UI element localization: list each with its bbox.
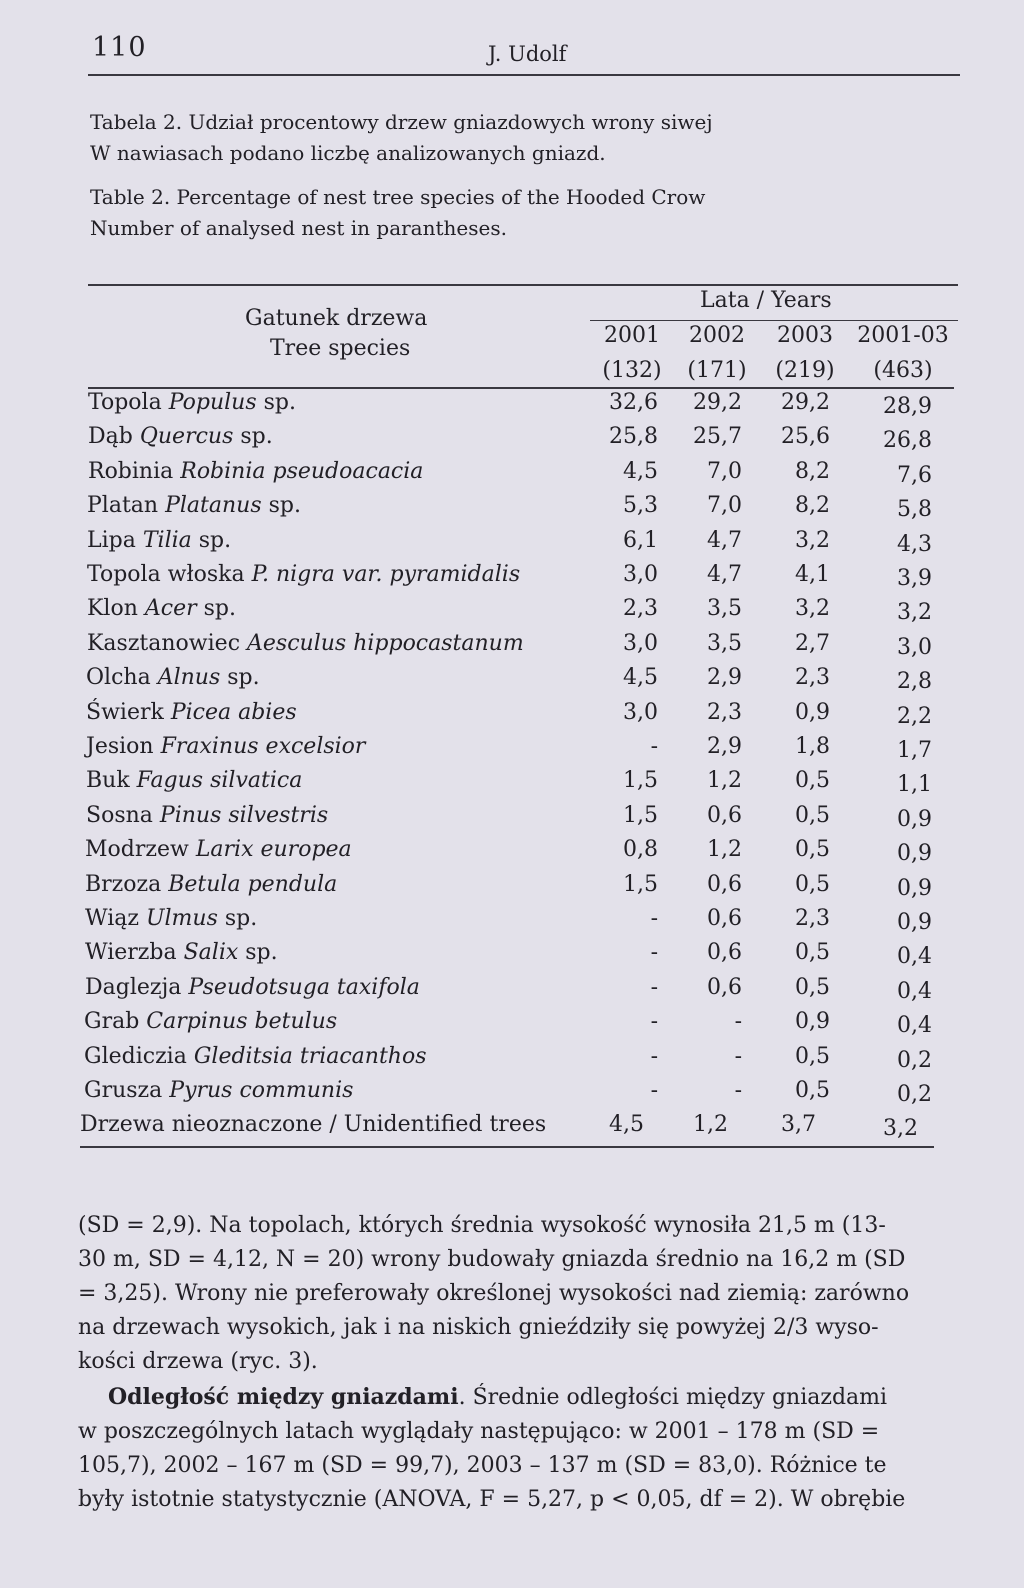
species-latin-name: Fraxinus excelsior <box>160 734 366 759</box>
value-cell: 0,6 <box>707 802 742 828</box>
table-row <box>0 1078 1024 1112</box>
value-cell: 3,2 <box>795 527 830 553</box>
species-common-name: Drzewa nieoznaczone / Unidentified trees <box>80 1112 547 1138</box>
species-cell <box>80 1112 546 1137</box>
value-cell: - <box>650 974 658 1000</box>
value-cell: 0,6 <box>707 906 742 931</box>
value-cell: 0,4 <box>897 944 932 970</box>
table-row <box>0 768 1024 802</box>
value-cell: 3,7 <box>781 1112 816 1138</box>
table-row <box>0 700 1024 734</box>
value-cell: 2,3 <box>795 665 830 691</box>
caption-en-line-2: Number of analysed nest in parantheses. <box>90 216 507 240</box>
value-cell: 1,5 <box>623 768 658 794</box>
species-latin-name: Tilia <box>142 527 192 553</box>
species-cell <box>88 424 273 449</box>
caption-en-line-1: Table 2. Percentage of nest tree species of the Hooded Crow <box>90 185 706 209</box>
year-col-3: 2003 <box>777 323 833 348</box>
table-row <box>0 596 1024 630</box>
value-cell: 7,0 <box>707 493 742 519</box>
species-cell <box>85 837 352 862</box>
value-cell: 0,9 <box>897 806 932 832</box>
species-common-name: Brzoza <box>85 871 162 897</box>
species-latin-name: Carpinus betulus <box>146 1009 338 1035</box>
table-row <box>0 1044 1024 1078</box>
value-cell: 4,5 <box>609 1112 644 1138</box>
value-cell: 3,5 <box>707 630 742 656</box>
value-cell: 1,2 <box>707 768 742 794</box>
value-cell: 0,6 <box>707 940 742 966</box>
value-cell: 8,2 <box>795 458 830 484</box>
value-cell: 0,6 <box>707 974 742 1000</box>
species-common-name: Dąb <box>88 424 133 450</box>
value-cell: 0,5 <box>795 802 830 828</box>
table-row <box>0 803 1024 837</box>
species-latin-name: Larix europea <box>195 837 352 863</box>
species-latin-name: Pseudotsuga taxifola <box>188 974 420 1000</box>
species-cell <box>84 1009 337 1034</box>
species-latin-name: Acer <box>144 596 197 622</box>
species-latin-name: Gleditsia triacanthos <box>193 1043 427 1069</box>
value-cell: 3,0 <box>623 699 658 725</box>
species-cell <box>87 562 520 587</box>
value-cell: 2,7 <box>795 630 830 656</box>
species-cell <box>84 1078 353 1103</box>
species-latin-name: Pyrus communis <box>169 1078 354 1103</box>
species-latin-name: Pinus silvestris <box>159 802 329 828</box>
value-cell: 32,6 <box>609 390 658 415</box>
value-cell: - <box>734 1009 742 1035</box>
table-row <box>0 493 1024 527</box>
value-cell: 5,8 <box>897 497 932 523</box>
year-col-2: 2002 <box>689 323 745 348</box>
species-latin-name: Aesculus hippocastanum <box>247 630 524 656</box>
value-cell: 29,2 <box>781 390 830 415</box>
value-cell: 8,2 <box>795 493 830 519</box>
header-rule <box>88 74 960 76</box>
species-common-name: Modrzew <box>85 837 189 863</box>
species-cell <box>85 975 420 1000</box>
value-cell: 2,3 <box>795 906 830 931</box>
value-cell: 1,7 <box>897 738 932 763</box>
species-common-name: Jesion <box>86 734 154 759</box>
species-suffix: sp. <box>245 940 278 966</box>
table-row <box>0 906 1024 940</box>
value-cell: 3,5 <box>707 596 742 622</box>
value-cell: 2,9 <box>707 665 742 691</box>
value-cell: - <box>734 1078 742 1103</box>
value-cell: 4,3 <box>897 531 932 557</box>
value-cell: 5,3 <box>623 493 658 519</box>
table-header-rule <box>88 387 954 389</box>
value-cell: 28,9 <box>883 394 932 419</box>
species-cell <box>88 390 296 415</box>
value-cell: - <box>650 940 658 966</box>
species-suffix: sp. <box>227 665 260 691</box>
species-cell <box>86 734 365 759</box>
species-common-name: Wierzba <box>85 940 177 966</box>
species-cell <box>87 631 524 656</box>
value-cell: 0,9 <box>795 699 830 725</box>
year-col-4: 2001-03 <box>857 323 949 348</box>
species-common-name: Topola włoska <box>87 562 245 587</box>
table-row <box>0 528 1024 562</box>
value-cell: 0,9 <box>897 875 932 901</box>
species-latin-name: Robinia pseudoacacia <box>180 458 424 484</box>
value-cell: - <box>650 1009 658 1035</box>
species-suffix: sp. <box>203 596 237 622</box>
years-header: Lata / Years <box>700 288 832 313</box>
n-col-2: (171) <box>687 358 747 383</box>
value-cell: 25,8 <box>609 424 658 450</box>
species-latin-name: Salix <box>183 940 239 966</box>
value-cell: 4,5 <box>623 458 658 484</box>
table-row <box>0 1009 1024 1043</box>
table-top-rule <box>88 284 958 286</box>
species-common-name: Robinia <box>88 458 174 484</box>
table-row <box>0 562 1024 596</box>
species-header-en: Tree species <box>270 336 411 361</box>
value-cell: - <box>650 734 658 759</box>
value-cell: 0,5 <box>795 974 830 1000</box>
value-cell: 4,7 <box>707 562 742 587</box>
table-row <box>0 665 1024 699</box>
value-cell: 1,5 <box>623 802 658 828</box>
value-cell: 7,6 <box>897 462 932 488</box>
paragraph-line: 105,7), 2002 – 167 m (SD = 99,7), 2003 – 137 m (SD = 83,0). Różnice te <box>78 1453 887 1478</box>
species-common-name: Sosna <box>86 802 153 828</box>
species-suffix: sp. <box>240 424 273 450</box>
species-common-name: Grusza <box>84 1078 163 1103</box>
value-cell: 0,9 <box>897 841 932 867</box>
n-col-1: (132) <box>602 358 662 383</box>
species-cell <box>85 872 337 897</box>
species-cell <box>85 906 257 931</box>
value-cell: 0,9 <box>897 910 932 935</box>
value-cell: 0,2 <box>897 1082 932 1107</box>
running-header-author: J. Udolf <box>488 42 567 66</box>
paragraph-line: na drzewach wysokich, jak i na niskich gnieździły się powyżej 2/3 wyso- <box>78 1315 879 1340</box>
paragraph-line: w poszczególnych latach wyglądały następująco: w 2001 – 178 m (SD = <box>78 1419 880 1444</box>
species-cell <box>88 459 423 484</box>
value-cell: 0,5 <box>795 871 830 897</box>
value-cell: 4,1 <box>795 562 830 587</box>
table-bottom-rule <box>80 1146 934 1148</box>
value-cell: 0,4 <box>897 1013 932 1039</box>
table-row <box>0 1112 1024 1146</box>
species-latin-name: Populus <box>168 390 257 415</box>
species-cell <box>87 493 301 518</box>
species-suffix: sp. <box>224 906 258 931</box>
species-latin-name: Betula pendula <box>168 871 338 897</box>
value-cell: 1,8 <box>795 734 830 759</box>
species-latin-name: Fagus silvatica <box>136 768 303 794</box>
species-common-name: Gledіczia <box>84 1043 187 1069</box>
species-common-name: Klon <box>87 596 138 622</box>
value-cell: 26,8 <box>883 428 932 454</box>
paragraph-nest-distance <box>78 1380 938 1517</box>
value-cell: 0,5 <box>795 1078 830 1103</box>
table-row <box>0 872 1024 906</box>
species-common-name: Topola <box>88 390 162 415</box>
species-cell <box>86 665 260 690</box>
species-cell <box>84 1044 427 1069</box>
species-common-name: Platan <box>87 493 159 519</box>
value-cell: 7,0 <box>707 458 742 484</box>
value-cell: 3,0 <box>623 562 658 587</box>
value-cell: 4,5 <box>623 665 658 691</box>
species-common-name: Świerk <box>86 699 164 725</box>
species-common-name: Lipa <box>87 527 136 553</box>
value-cell: 4,7 <box>707 527 742 553</box>
species-latin-name: Alnus <box>157 665 221 691</box>
value-cell: 1,2 <box>707 837 742 863</box>
species-header-pl: Gatunek drzewa <box>245 306 428 331</box>
table-row <box>0 631 1024 665</box>
value-cell: 2,3 <box>707 699 742 725</box>
species-suffix: sp. <box>198 527 232 553</box>
paragraph-height <box>78 1209 938 1379</box>
value-cell: 25,6 <box>781 424 830 450</box>
species-cell <box>87 528 231 553</box>
species-cell <box>85 940 278 965</box>
value-cell: 3,9 <box>897 566 932 591</box>
value-cell: 6,1 <box>623 527 658 553</box>
value-cell: 1,5 <box>623 871 658 897</box>
value-cell: 1,2 <box>693 1112 728 1138</box>
paragraph-line: 30 m, SD = 4,12, N = 20) wrony budowały gniazda średnio na 16,2 m (SD <box>78 1247 906 1272</box>
value-cell: 0,8 <box>623 837 658 863</box>
species-latin-name: Picea abies <box>170 699 297 725</box>
paragraph-line <box>78 1380 938 1415</box>
value-cell: 0,5 <box>795 837 830 863</box>
species-common-name: Daglezja <box>85 974 182 1000</box>
species-suffix: sp. <box>263 390 296 415</box>
caption-pl-line-1: Tabela 2. Udział procentowy drzew gniazdowych wrony siwej <box>90 110 713 134</box>
caption-pl-line-2: W nawiasach podano liczbę analizowanych gniazd. <box>90 141 606 165</box>
table-row <box>0 940 1024 974</box>
value-cell: - <box>650 1078 658 1103</box>
section-heading: Odległość między gniazdami <box>108 1384 459 1410</box>
species-latin-name: Ulmus <box>145 906 218 931</box>
table-row <box>0 734 1024 768</box>
value-cell: - <box>650 906 658 931</box>
value-cell: 2,8 <box>897 669 932 695</box>
value-cell: 2,2 <box>897 703 932 729</box>
value-cell: 1,1 <box>897 772 932 798</box>
value-cell: 0,5 <box>795 1043 830 1069</box>
page-number: 110 <box>92 32 147 63</box>
table-row <box>0 837 1024 871</box>
n-col-4: (463) <box>873 358 933 383</box>
species-cell <box>86 768 302 793</box>
value-cell: - <box>650 1043 658 1069</box>
species-latin-name: Quercus <box>139 424 234 450</box>
value-cell: 3,2 <box>883 1116 918 1142</box>
table-row <box>0 459 1024 493</box>
years-header-rule <box>590 320 958 321</box>
paragraph-line-rest: . Średnie odległości między gniazdami <box>458 1385 888 1410</box>
species-cell <box>86 700 297 725</box>
species-common-name: Grab <box>84 1009 140 1035</box>
species-cell <box>86 803 328 828</box>
value-cell: 3,2 <box>897 600 932 626</box>
value-cell: 25,7 <box>693 424 742 450</box>
value-cell: 0,9 <box>795 1009 830 1035</box>
species-common-name: Kasztanowiec <box>87 630 241 656</box>
value-cell: 3,2 <box>795 596 830 622</box>
species-suffix: sp. <box>268 493 302 519</box>
table-row <box>0 424 1024 458</box>
species-common-name: Wiąz <box>85 906 139 931</box>
value-cell: 0,6 <box>707 871 742 897</box>
table-row <box>0 390 1024 424</box>
species-cell <box>87 596 236 621</box>
table-row <box>0 975 1024 1009</box>
value-cell: 3,0 <box>897 634 932 660</box>
paragraph-line: = 3,25). Wrony nie preferowały określonej wysokości nad ziemią: zarówno <box>78 1281 910 1306</box>
n-col-3: (219) <box>775 358 835 383</box>
value-cell: 0,5 <box>795 940 830 966</box>
value-cell: 2,3 <box>623 596 658 622</box>
species-common-name: Olcha <box>86 665 151 691</box>
value-cell: 2,9 <box>707 734 742 759</box>
year-col-1: 2001 <box>604 323 660 348</box>
value-cell: 0,2 <box>897 1047 932 1073</box>
value-cell: - <box>734 1043 742 1069</box>
value-cell: 29,2 <box>693 390 742 415</box>
value-cell: 0,5 <box>795 768 830 794</box>
value-cell: 3,0 <box>623 630 658 656</box>
value-cell: 0,4 <box>897 978 932 1004</box>
species-latin-name: P. nigra var. pyramidalis <box>251 562 521 587</box>
paragraph-line: były istotnie statystycznie (ANOVA, F = 5,27, p < 0,05, df = 2). W obrębie <box>78 1487 906 1512</box>
paragraph-line: kości drzewa (ryc. 3). <box>78 1349 318 1374</box>
species-latin-name: Platanus <box>165 493 262 519</box>
paragraph-line: (SD = 2,9). Na topolach, których średnia wysokość wynosiła 21,5 m (13- <box>78 1213 886 1238</box>
species-common-name: Buk <box>86 768 130 794</box>
